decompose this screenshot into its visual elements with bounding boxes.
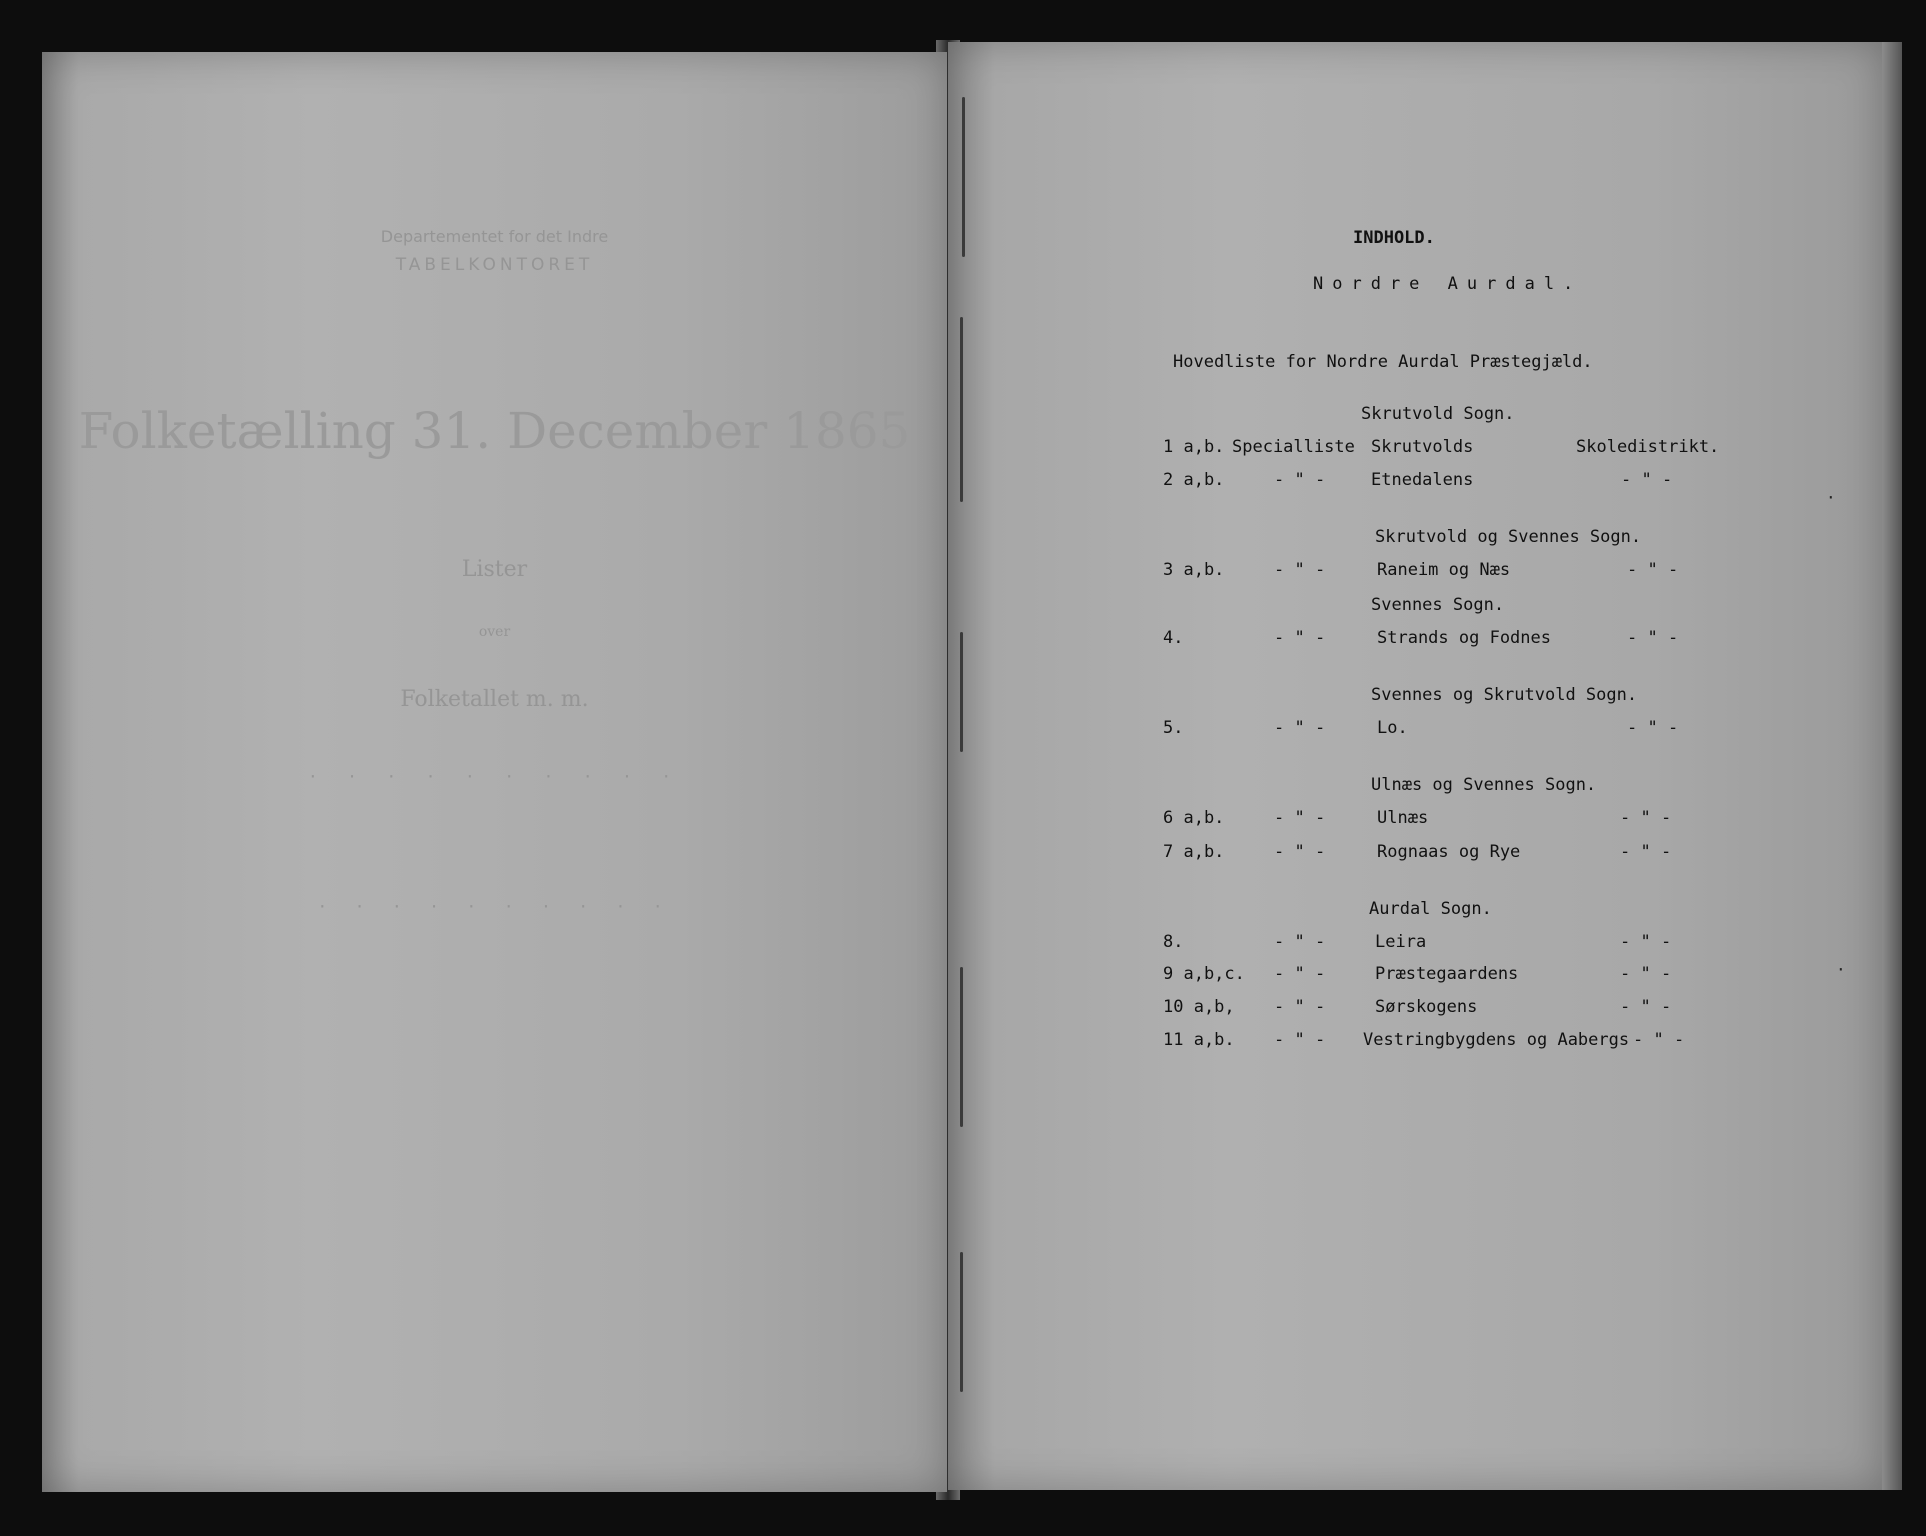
office-line: TABELKONTORET [395,255,594,275]
entry-name: Strands og Fodnes [1377,628,1551,648]
entry-kind: - " - [1620,964,1672,984]
entry-kind: - " - [1620,842,1672,862]
entry-number: 2 a,b. [1163,470,1225,490]
entry-type: - " - [1274,808,1326,828]
entry-number: 6 a,b. [1163,808,1225,828]
census-title: Folketælling 31. December 1865 [78,402,911,460]
sogn-heading: Skrutvold og Svennes Sogn. [1375,527,1642,547]
entry-kind: - " - [1627,560,1679,580]
dotted-line-2: · · · · · · · · · · [317,897,672,916]
entry-kind: - " - [1620,932,1672,952]
district-name: Nordre Aurdal. [1313,274,1583,294]
entry-kind: - " - [1621,470,1673,490]
entry-kind: - " - [1633,1030,1685,1050]
stray-mark: · [1836,960,1846,979]
entry-name: Vestringbygdens og Aabergs [1363,1030,1630,1050]
entry-number: 4. [1163,628,1184,648]
entry-kind: - " - [1620,997,1672,1017]
hovedliste-line: Hovedliste for Nordre Aurdal Præstegjæld. [1173,352,1593,372]
entry-type: - " - [1274,1030,1326,1050]
entry-type: - " - [1274,964,1326,984]
entry-number: 3 a,b. [1163,560,1225,580]
folketallet-line: Folketallet m. m. [400,687,589,712]
sogn-heading: Skrutvold Sogn. [1361,404,1515,424]
entry-type: - " - [1274,560,1326,580]
entry-type: - " - [1274,628,1326,648]
right-page [948,42,1883,1490]
entry-number: 8. [1163,932,1184,952]
entry-number: 7 a,b. [1163,842,1225,862]
stitch-mark [960,967,963,1127]
entry-number: 1 a,b. [1163,437,1225,457]
entry-type: - " - [1274,842,1326,862]
sogn-heading: Svennes Sogn. [1371,595,1505,615]
entry-kind: Skoledistrikt. [1576,437,1720,457]
entry-type: - " - [1274,932,1326,952]
entry-number: 10 a,b, [1163,997,1235,1017]
stray-mark: · [1826,488,1836,507]
entry-type: - " - [1274,718,1326,738]
stitch-mark [960,632,963,752]
entry-number: 9 a,b,c. [1163,964,1245,984]
department-line: Departementet for det Indre [380,227,609,246]
entry-name: Sørskogens [1375,997,1478,1017]
entry-name: Raneim og Næs [1377,560,1511,580]
entry-name: Lo. [1377,718,1408,738]
entry-kind: - " - [1627,718,1679,738]
entry-type: Specialliste [1232,437,1355,457]
entry-name: Etnedalens [1371,470,1474,490]
entry-type: - " - [1274,997,1326,1017]
stitch-mark [960,317,963,502]
stitch-mark [962,97,965,257]
entry-number: 11 a,b. [1163,1030,1235,1050]
sogn-heading: Svennes og Skrutvold Sogn. [1371,685,1638,705]
stitch-mark [960,1252,963,1392]
left-page [42,52,947,1492]
entry-kind: - " - [1627,628,1679,648]
over-line: over [478,624,511,640]
sogn-heading: Aurdal Sogn. [1369,899,1492,919]
lister-line: Lister [461,557,528,582]
entry-name: Ulnæs [1377,808,1429,828]
entry-type: - " - [1274,470,1326,490]
entry-name: Skrutvolds [1371,437,1474,457]
entry-kind: - " - [1620,808,1672,828]
page-edge [1882,42,1902,1490]
entry-name: Leira [1375,932,1427,952]
contents-heading: INDHOLD. [1353,228,1435,248]
entry-name: Rognaas og Rye [1377,842,1521,862]
entry-number: 5. [1163,718,1184,738]
entry-name: Præstegaardens [1375,964,1519,984]
dotted-line-1: · · · · · · · · · · [307,767,682,786]
sogn-heading: Ulnæs og Svennes Sogn. [1371,775,1597,795]
